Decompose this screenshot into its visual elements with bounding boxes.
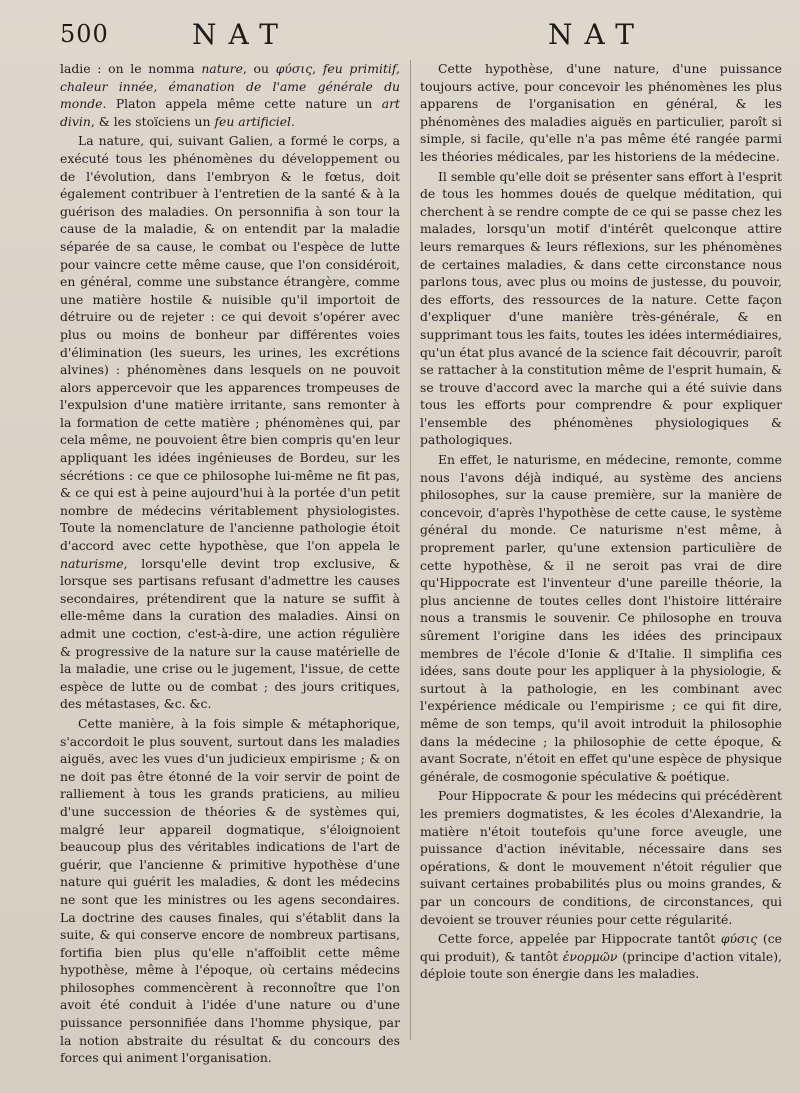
- paragraph: Pour Hippocrate & pour les médecins qui précédèrent les premiers dogmatistes, & les écoles d'Alexandrie, la matière n'étoit toutefois qu'une force aveugle, une puissance d'action inévitable, nécessaire dans ses opérations, & dont le mouvement n'étoit régulier que suivant certaines probabilités plus ou moins grandes, & par un concours de conditions, de circonstances, qui devoient se trouver réunies pour cette régularité.: [420, 788, 782, 927]
- paragraph: En effet, le naturisme, en médecine, remonte, comme nous l'avons déjà indiqué, au système des anciens philosophes, sur la cause première, sur la manière de concevoir, d'après l'hypothèse de cette cause, le système général du monde. Ce naturisme n'est même, à proprement parler, qu'une extension particulière de cette hypothèse, & il ne seroit pas vrai de dire qu'Hippocrate est l'inventeur d'une pareille théorie, la plus ancienne de toutes celles dont l'histoire littéraire nous a transmis le souvenir. Ce philosophe en trouva sûrement l'origine dans les idées des principaux membres de l'école d'Ionie & d'Italie. Il simplifia ces idées, sans doute pour les appliquer à la physiologie, & surtout à la pathologie, en les combinant avec l'expérience médicale ou l'empirisme ; ce qui fit dire, même de son temps, qu'il avoit introduit la philosophie dans la médecine ; la philosophie de cette époque, & avant Socrate, n'étoit en effet qu'une espèce de physique générale, de cosmogonie spéculative & poétique.: [420, 452, 782, 784]
- page-header: [0, 18, 800, 54]
- right-column: [420, 60, 782, 1080]
- left-column: [60, 60, 400, 1080]
- column-divider: [410, 60, 411, 1040]
- paragraph: ladie : on le nomma nature, ou φύσις, feu primitif, chaleur innée, émanation de l'ame générale du monde. Platon appela même cette nature un art divin, & les stoïciens un feu artificiel.: [60, 61, 400, 129]
- paragraph: Il semble qu'elle doit se présenter sans effort à l'esprit de tous les hommes doués de quelque méditation, qui cherchent à se rendre compte de ce qui se passe chez les malades, lorsqu'un motif d'intérêt quelconque attire leurs remarques & leurs réflexions, sur les phénomènes de certaines maladies, & dans cette circonstance nous parlons tous, avec plus ou moins de justesse, du pouvoir, des efforts, des ressources de la nature. Cette façon d'expliquer d'une manière très-générale, & en supprimant tous les faits, toutes les idées intermédiaires, qu'un état plus avancé de la science fait découvrir, paroît se rattacher à la constitution même de l'esprit humain, & se trouve d'accord avec la marche qui a été suivie dans tous les efforts pour comprendre & pour expliquer l'ensemble des phénomènes physiologiques & pathologiques.: [420, 168, 782, 448]
- running-head-right: NAT: [548, 18, 646, 51]
- page-number: 500: [60, 20, 109, 48]
- paragraph: Cette manière, à la fois simple & métaphorique, s'accordoit le plus souvent, surtout dans les maladies aiguës, avec les vues d'un judicieux empirisme ; & on ne doit pas être étonné de la voir servir de point de ralliement à tous les grands praticiens, au milieu d'une succession de théories & de systèmes qui, malgré leur appareil dogmatique, s'éloignoient beaucoup plus des véritables indications de l'art de guérir, que l'ancienne & primitive hypothèse d'une nature qui guérit les maladies, & dont les médecins ne sont que les ministres ou les agens secondaires. La doctrine des causes finales, qui s'établit dans la suite, & qui conserve encore de nombreux partisans, fortifia bien plus qu'elle n'affoiblit cette même hypothèse, même à l'époque, où certains médecins philosophes commencèrent à reconnoître que l'on avoit été conduit à l'idée d'une nature ou d'une puissance personnifiée dans l'homme physique, par la notion abstraite du résultat & du concours des forces qui animent l'organisation.: [60, 715, 400, 1066]
- running-head-left: NAT: [192, 18, 290, 51]
- paragraph: Cette hypothèse, d'une nature, d'une puissance toujours active, pour concevoir les phénomènes les plus apparens de l'organisation en général, & les phénomènes des maladies aiguës en particulier, paroît si simple, si facile, qu'elle n'a pas même été rangée parmi les théories médicales, par les historiens de la médecine.: [420, 61, 782, 164]
- paragraph: Cette force, appelée par Hippocrate tantôt φύσις (ce qui produit), & tantôt ἐνορμῶν (principe d'action vitale), déploie toute son énergie dans les maladies.: [420, 931, 782, 982]
- paragraph: La nature, qui, suivant Galien, a formé le corps, a exécuté tous les phénomènes du développement ou de l'évolution, dans l'embryon & le fœtus, doit également contribuer à l'entretien de la santé & à la guérison des maladies. On personnifia à son tour la cause de la maladie, & on entendit par la maladie séparée de sa cause, le combat ou l'espèce de lutte pour vaincre cette même cause, que l'on considéroit, en général, comme une substance étrangère, comme une matière hostile & nuisible qu'il importoit de détruire ou de rejeter : ce qui devoit s'opérer avec plus ou moins de bonheur par différentes voies d'élimination (les sueurs, les urines, les excrétions alvines) : phénomènes dans lesquels on ne pouvoit alors appercevoir que les apparences trompeuses de l'expulsion d'une matière irritante, sans remonter à la formation de cette matière ; phénomènes qui, par cela même, ne pouvoient être bien compris qu'en leur appliquant les idées ingénieuses de Bordeu, sur les sécrétions : ce que ce philosophe lui-même ne fit pas, & ce qui est à peine aujourd'hui à la portée d'un petit nombre de médecins véritablement physiologistes. Toute la nomenclature de l'ancienne pathologie étoit d'accord avec cette hypothèse, que l'on appela le naturisme, lorsqu'elle devint trop exclusive, & lorsque ses partisans refusant d'admettre les causes secondaires, prétendirent que la nature se suffit à elle-même dans la curation des maladies. Ainsi on admit une coction, c'est-à-dire, une action régulière & progressive de la nature sur la cause matérielle de la maladie, une crise ou le jugement, l'issue, de cette espèce de lutte ou de combat ; des jours critiques, des métastases, &c. &c.: [60, 133, 400, 712]
